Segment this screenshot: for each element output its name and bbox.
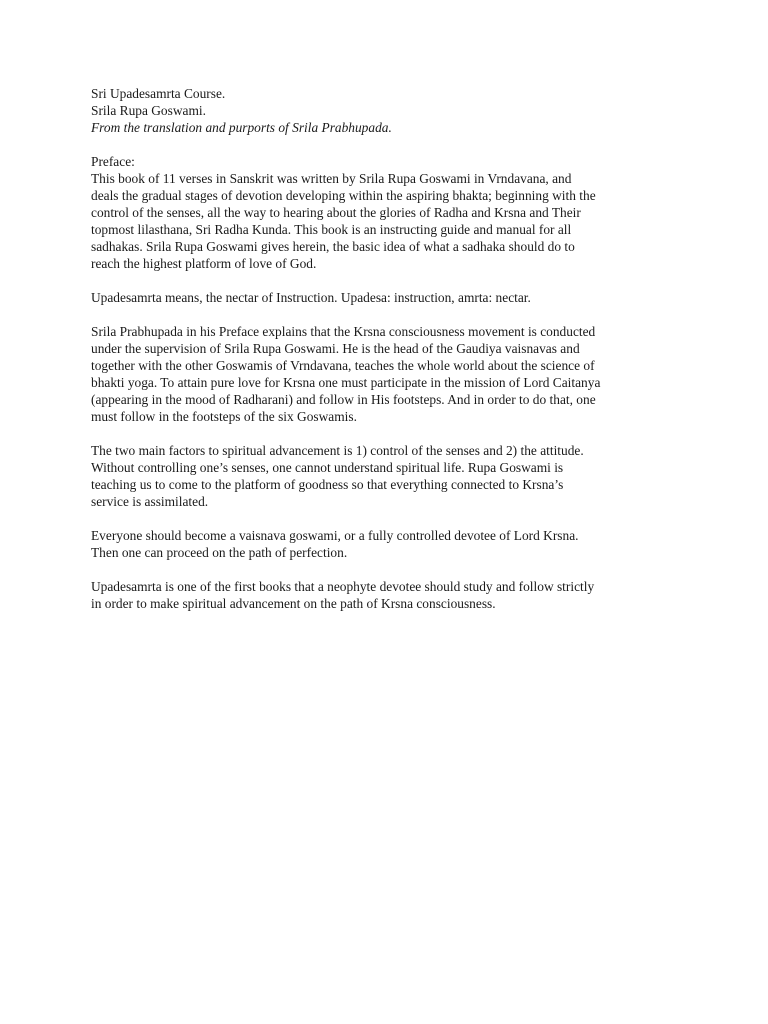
course-title: Sri Upadesamrta Course. xyxy=(91,86,226,101)
preface-line: topmost lilasthana, Sri Radha Kunda. This book is an instructing guide and manual for all xyxy=(91,222,572,237)
paragraph-line: The two main factors to spiritual advancement is 1) control of the senses and 2) the attitude. xyxy=(91,443,584,458)
preface-line: sadhakas. Srila Rupa Goswami gives herein, the basic idea of what a sadhaka should do to xyxy=(91,239,575,254)
document-body xyxy=(91,85,691,612)
paragraph-line: Then one can proceed on the path of perfection. xyxy=(91,545,348,560)
paragraph-line: (appearing in the mood of Radharani) and follow in His footsteps. And in order to do that, one xyxy=(91,392,596,407)
paragraph-line: service is assimilated. xyxy=(91,494,209,509)
paragraph-prabhupada-preface xyxy=(91,323,691,425)
author-line: Srila Rupa Goswami. xyxy=(91,103,206,118)
paragraph-vaisnava-goswami xyxy=(91,527,691,561)
paragraph-meaning xyxy=(91,289,691,306)
source-line: From the translation and purports of Srila Prabhupada. xyxy=(91,120,392,135)
paragraph-line: Srila Prabhupada in his Preface explains that the Krsna consciousness movement is conducted xyxy=(91,324,596,339)
preface-heading: Preface: xyxy=(91,154,135,169)
paragraph-line: together with the other Goswamis of Vrndavana, teaches the whole world about the science of xyxy=(91,358,595,373)
paragraph-line: Everyone should become a vaisnava goswami, or a fully controlled devotee of Lord Krsna. xyxy=(91,528,579,543)
paragraph-line: must follow in the footsteps of the six Goswamis. xyxy=(91,409,357,424)
paragraph-line: in order to make spiritual advancement on the path of Krsna consciousness. xyxy=(91,596,496,611)
paragraph-line: teaching us to come to the platform of goodness so that everything connected to Krsna’s xyxy=(91,477,564,492)
preface-line: reach the highest platform of love of God. xyxy=(91,256,317,271)
preface-section xyxy=(91,153,691,272)
paragraph-line: bhakti yoga. To attain pure love for Krsna one must participate in the mission of Lord Caitanya xyxy=(91,375,601,390)
preface-line: deals the gradual stages of devotion developing within the aspiring bhakta; beginning with the xyxy=(91,188,596,203)
preface-line: This book of 11 verses in Sanskrit was written by Srila Rupa Goswami in Vrndavana, and xyxy=(91,171,572,186)
paragraph-main-factors xyxy=(91,442,691,510)
document-header xyxy=(91,85,691,136)
paragraph-line: Without controlling one’s senses, one cannot understand spiritual life. Rupa Goswami is xyxy=(91,460,564,475)
paragraph-line: Upadesamrta means, the nectar of Instruction. Upadesa: instruction, amrta: nectar. xyxy=(91,290,531,305)
paragraph-neophyte xyxy=(91,578,691,612)
paragraph-line: under the supervision of Srila Rupa Goswami. He is the head of the Gaudiya vaisnavas and xyxy=(91,341,580,356)
preface-line: control of the senses, all the way to hearing about the glories of Radha and Krsna and Their xyxy=(91,205,581,220)
paragraph-line: Upadesamrta is one of the first books that a neophyte devotee should study and follow strictly xyxy=(91,579,595,594)
